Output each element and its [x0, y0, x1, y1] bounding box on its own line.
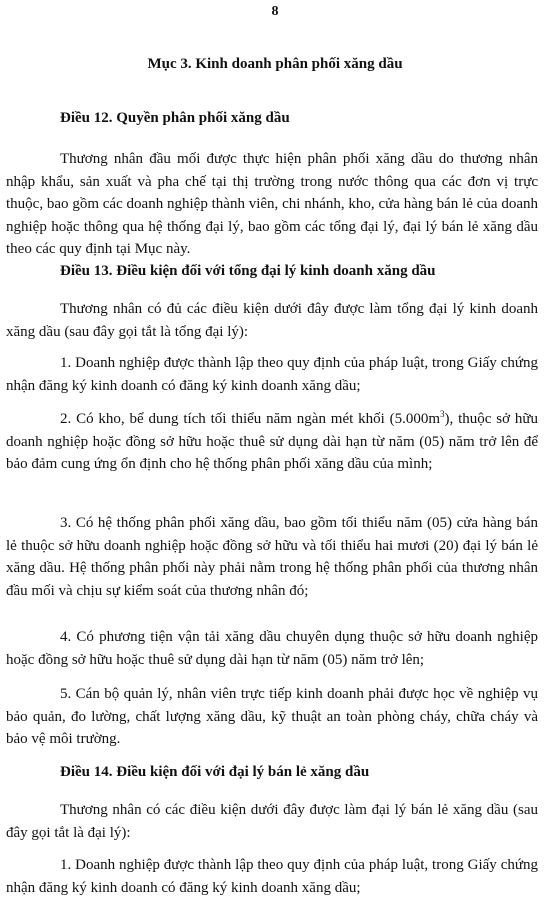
article-13-item-5: 5. Cán bộ quản lý, nhân viên trực tiếp kinh doanh phải được học về nghiệp vụ bảo quản, đo lường, chất lượng xăng dầu, kỹ thuật an toàn phòng cháy, chữa cháy và bảo vệ môi trường.	[6, 686, 538, 747]
article-12-body: Thương nhân đầu mối được thực hiện phân phối xăng dầu do thương nhân nhập khẩu, sản xuất và pha chế tại thị trường trong nước thông qua các đơn vị trực thuộc, bao gồm các doanh nghiệp thành viên, chi nhánh, kho, cửa hàng bán lẻ của doanh nghiệp hoặc thông qua hệ thống đại lý, bao gồm các tổng đại lý, đại lý bán lẻ xăng dầu theo các quy định tại Mục này.	[6, 151, 538, 257]
article-13-item-2-text-before: 2. Có kho, bể dung tích tối thiểu năm ngàn mét khối (5.000m	[60, 411, 441, 427]
page-number: 8	[271, 4, 279, 19]
article-13-item-2-text-after: ), thuộc sở hữu doanh nghiệp hoặc đồng sở hữu hoặc thuê sử dụng dài hạn từ năm (05) năm trở lên để bảo đảm cung ứng ổn định cho hệ thống phân phối xăng dầu của mình;	[6, 411, 538, 472]
article-13-item-1: 1. Doanh nghiệp được thành lập theo quy định của pháp luật, trong Giấy chứng nhận đăng ký kinh doanh có đăng ký kinh doanh xăng dầu;	[6, 355, 538, 394]
article-13-item-2	[6, 408, 538, 476]
cubic-superscript: 3	[440, 409, 445, 419]
section-title: Mục 3. Kinh doanh phân phối xăng dầu	[147, 56, 403, 72]
article-13-intro: Thương nhân có đủ các điều kiện dưới đây được làm tổng đại lý kinh doanh xăng dầu (sau đây gọi tắt là tổng đại lý):	[6, 301, 538, 340]
article-13-heading: Điều 13. Điều kiện đối với tổng đại lý kinh doanh xăng dầu	[60, 263, 436, 279]
article-14-intro: Thương nhân có các điều kiện dưới đây được làm đại lý bán lẻ xăng dầu (sau đây gọi tắt là đại lý):	[6, 802, 538, 841]
article-13-item-4: 4. Có phương tiện vận tải xăng dầu chuyên dụng thuộc sở hữu doanh nghiệp hoặc đồng sở hữu hoặc thuê sử dụng dài hạn từ năm (05) năm trở lên;	[6, 629, 538, 668]
article-14-item-1: 1. Doanh nghiệp được thành lập theo quy định của pháp luật, trong Giấy chứng nhận đăng ký kinh doanh có đăng ký kinh doanh xăng dầu;	[6, 857, 538, 896]
article-13-item-3: 3. Có hệ thống phân phối xăng dầu, bao gồm tối thiểu năm (05) cửa hàng bán lẻ thuộc sở hữu doanh nghiệp hoặc đồng sở hữu và tối thiểu hai mươi (20) đại lý bán lẻ xăng dầu. Hệ thống phân phối này phải nằm trong hệ thống phân phối của thương nhân đầu mối và chịu sự kiểm soát của thương nhân đó;	[6, 515, 538, 599]
article-12-heading: Điều 12. Quyền phân phối xăng dầu	[60, 110, 290, 126]
article-14-heading: Điều 14. Điều kiện đối với đại lý bán lẻ xăng dầu	[60, 764, 370, 780]
